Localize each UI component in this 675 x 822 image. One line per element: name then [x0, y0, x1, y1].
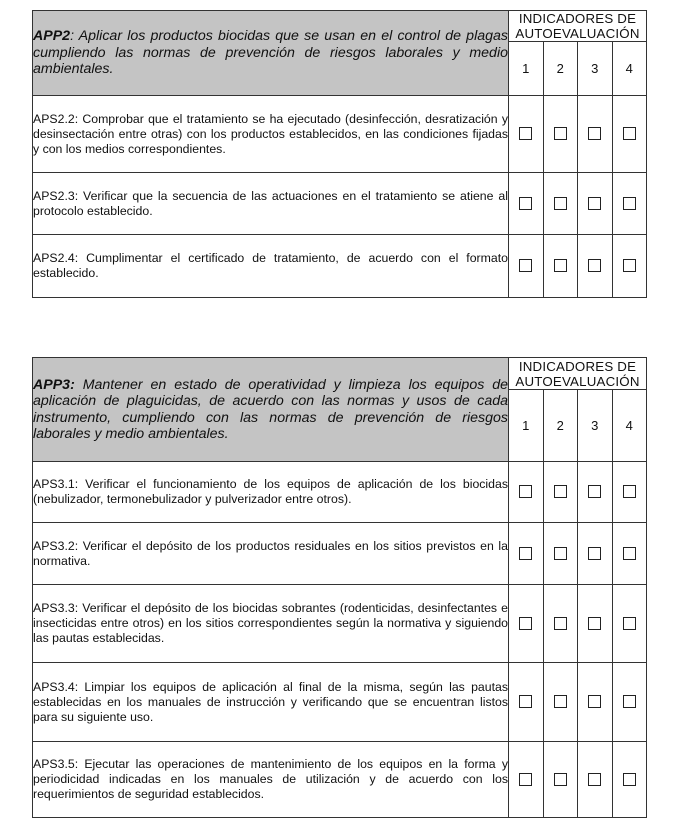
scale-label-1: 1 — [509, 390, 544, 462]
rating-checkbox-2[interactable] — [554, 695, 567, 708]
rating-checkbox-3[interactable] — [588, 773, 601, 786]
scale-label-3: 3 — [578, 390, 613, 462]
rating-checkbox-3[interactable] — [588, 127, 601, 140]
scale-label-4: 4 — [612, 390, 647, 462]
rating-checkbox-4[interactable] — [623, 485, 636, 498]
rating-checkbox-1[interactable] — [519, 485, 532, 498]
item-description: APS3.5: Ejecutar las operaciones de mantenimiento de los equipos en la forma y periodicidad indicadas en los manuales de utilización y de acuerdo con los requerimientos de seguridad establecidos. — [33, 742, 509, 818]
rating-checkbox-1[interactable] — [519, 197, 532, 210]
competency-separator: : — [70, 28, 75, 45]
item-description: APS2.4: Cumplimentar el certificado de tratamiento, de acuerdo con el formato establecido. — [33, 235, 509, 298]
rating-checkbox-3[interactable] — [588, 547, 601, 560]
competency-header — [33, 358, 509, 462]
table-row — [33, 663, 647, 742]
rating-checkbox-3[interactable] — [588, 259, 601, 272]
scale-label-4: 4 — [612, 42, 647, 96]
rating-checkbox-2[interactable] — [554, 485, 567, 498]
competency-separator: : — [70, 376, 75, 393]
app2-evaluation-table — [32, 10, 647, 298]
rating-checkbox-4[interactable] — [623, 197, 636, 210]
scale-label-1: 1 — [509, 42, 544, 96]
competency-header — [33, 11, 509, 96]
item-description: APS3.1: Verificar el funcionamiento de los equipos de aplicación de los biocidas (nebulizador, termonebulizador y pulverizador entre otros). — [33, 462, 509, 523]
rating-checkbox-1[interactable] — [519, 695, 532, 708]
indicators-title: INDICADORES DE AUTOEVALUACIÓN — [509, 358, 647, 390]
scale-label-2: 2 — [543, 42, 578, 96]
rating-checkbox-3[interactable] — [588, 617, 601, 630]
rating-checkbox-3[interactable] — [588, 485, 601, 498]
table-row — [33, 96, 647, 173]
table-row — [33, 585, 647, 663]
rating-checkbox-1[interactable] — [519, 259, 532, 272]
rating-checkbox-2[interactable] — [554, 197, 567, 210]
app3-evaluation-table — [32, 357, 647, 818]
rating-checkbox-4[interactable] — [623, 547, 636, 560]
item-description: APS2.3: Verificar que la secuencia de las actuaciones en el tratamiento se atiene al protocolo establecido. — [33, 173, 509, 235]
competency-code: APP3 — [33, 376, 71, 393]
rating-checkbox-1[interactable] — [519, 617, 532, 630]
rating-checkbox-1[interactable] — [519, 547, 532, 560]
rating-checkbox-4[interactable] — [623, 773, 636, 786]
item-description: APS3.3: Verificar el depósito de los biocidas sobrantes (rodenticidas, desinfectantes e insecticidas entre otros) en los sitios correspondientes según la normativa y siguiendo las pautas establecidas. — [33, 585, 509, 663]
scale-label-2: 2 — [543, 390, 578, 462]
table-row — [33, 173, 647, 235]
rating-checkbox-4[interactable] — [623, 259, 636, 272]
table-row — [33, 235, 647, 298]
rating-checkbox-2[interactable] — [554, 547, 567, 560]
indicators-title: INDICADORES DE AUTOEVALUACIÓN — [509, 11, 647, 42]
item-description: APS2.2: Comprobar que el tratamiento se ha ejecutado (desinfección, desratización y desinsectación entre otras) con los productos establecidos, en las condiciones fijadas y con los medios correspondientes. — [33, 96, 509, 173]
rating-checkbox-3[interactable] — [588, 197, 601, 210]
item-description: APS3.2: Verificar el depósito de los productos residuales en los sitios previstos en la normativa. — [33, 523, 509, 585]
rating-checkbox-4[interactable] — [623, 695, 636, 708]
rating-checkbox-3[interactable] — [588, 695, 601, 708]
rating-checkbox-1[interactable] — [519, 773, 532, 786]
table-row — [33, 523, 647, 585]
table-row — [33, 462, 647, 523]
competency-title: Mantener en estado de operatividad y limpieza los equipos de aplicación de plaguicidas, de acuerdo con las normas y usos de cada instrumento, cumpliendo con las normas de prevención de riesgos laborales y medio ambientales. — [33, 376, 508, 442]
rating-checkbox-2[interactable] — [554, 127, 567, 140]
competency-code: APP2 — [33, 28, 71, 45]
rating-checkbox-1[interactable] — [519, 127, 532, 140]
table-row — [33, 742, 647, 818]
rating-checkbox-4[interactable] — [623, 617, 636, 630]
rating-checkbox-2[interactable] — [554, 259, 567, 272]
item-description: APS3.4: Limpiar los equipos de aplicación al final de la misma, según las pautas establecidas en los manuales de instrucción y verificando que se encuentran listos para su siguiente uso. — [33, 663, 509, 742]
rating-checkbox-2[interactable] — [554, 617, 567, 630]
scale-label-3: 3 — [578, 42, 613, 96]
rating-checkbox-2[interactable] — [554, 773, 567, 786]
competency-title: Aplicar los productos biocidas que se usan en el control de plagas cumpliendo las normas de prevención de riesgos laborales y medio ambientales. — [33, 28, 508, 78]
rating-checkbox-4[interactable] — [623, 127, 636, 140]
